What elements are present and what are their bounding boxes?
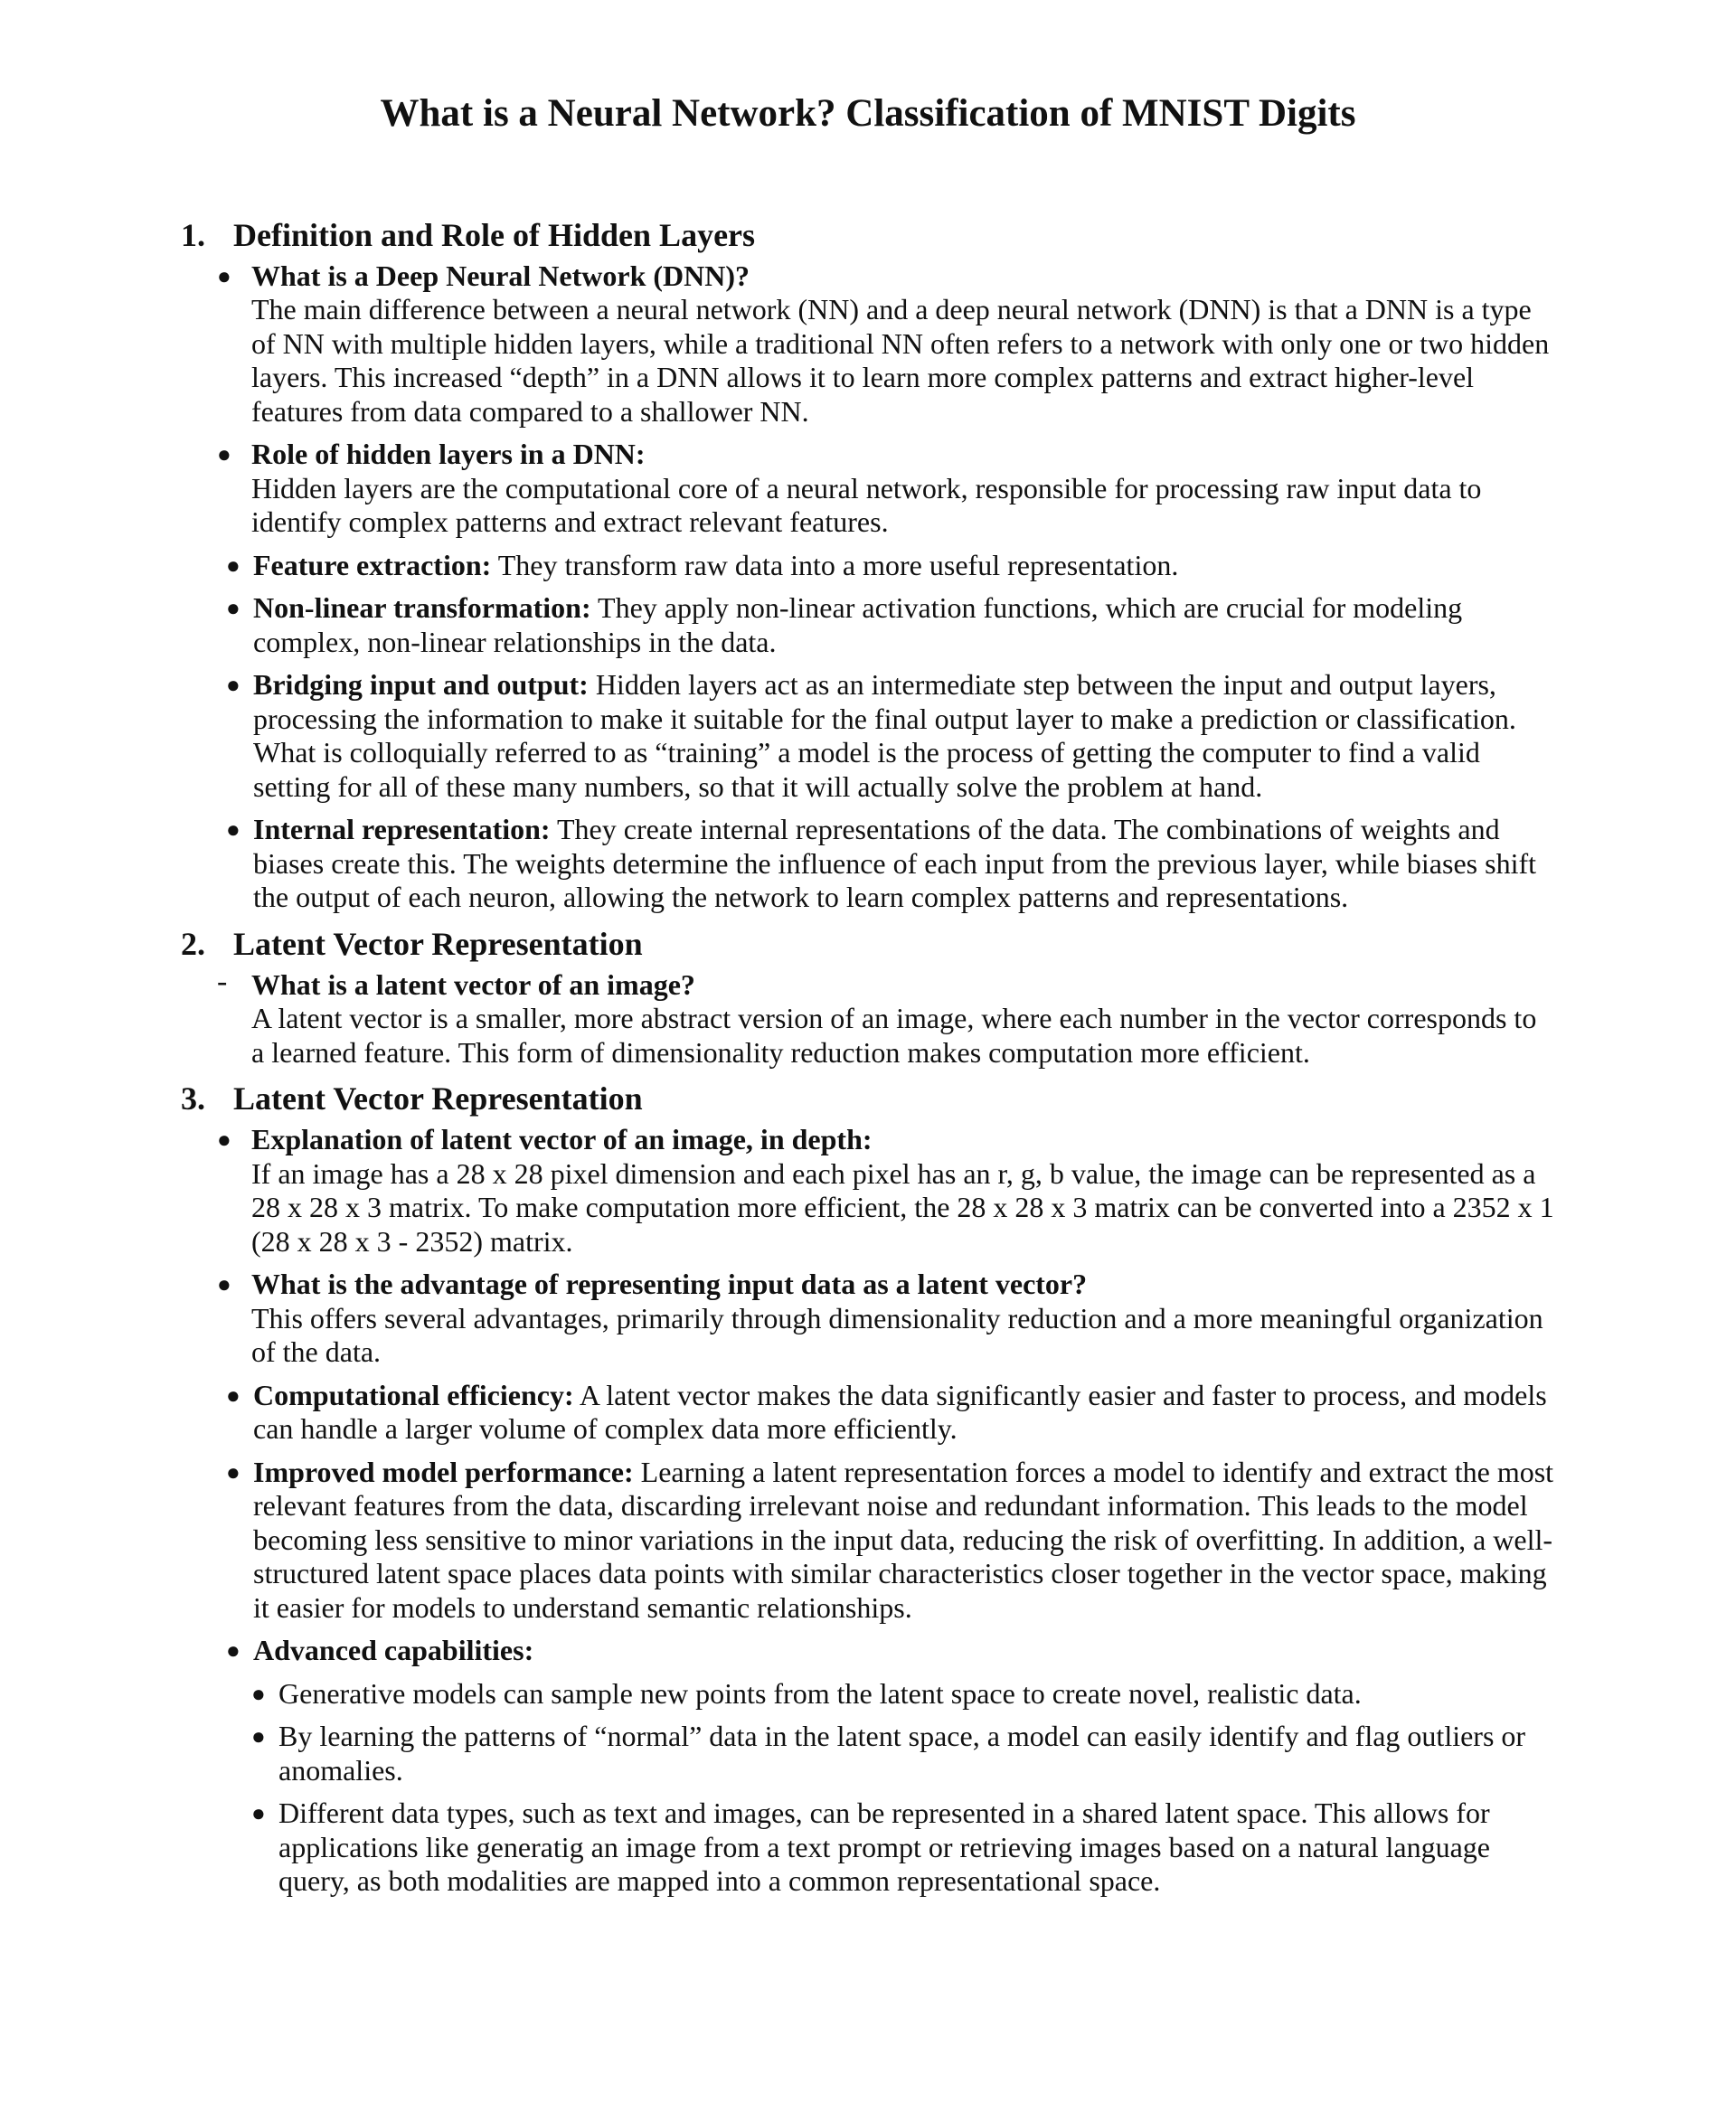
item-text: Learning a latent representation forces a model to identify and extract the most relevant features from the data, discarding irrelevant noise and redundant information. This leads to the model becoming less sensitive to minor variations in the input data, reducing the risk of overfitting. In addition, a well-structured latent space places data points with similar characteristics closer together in the vector space, making it easier for models to understand semantic relationships. [253,1455,1554,1624]
list-item [181,259,1555,429]
bullet-icon: ● [217,1127,231,1154]
section-title: Definition and Role of Hidden Layers [233,216,756,253]
item-term: Non-linear transformation: [253,591,591,625]
item-heading: Role of hidden layers in a DNN: [251,438,646,471]
item-text: Hidden layers are the computational core of a neural network, responsible for processing raw input data to identify complex patterns and extract relevant features. [251,471,1482,539]
item-text: Generative models can sample new points from the latent space to create novel, realistic data. [278,1676,1362,1710]
item-text: By learning the patterns of “normal” data in the latent space, a model can easily identify and flag outliers or anomalies. [278,1720,1526,1787]
sub-sub-list-item [181,1720,1555,1787]
bullet-icon: ● [226,1458,241,1485]
item-term: Advanced capabilities: [253,1634,534,1667]
sub-list-item [181,1456,1555,1626]
list-item [181,964,1555,1070]
item-text: They transform raw data into a more useful representation. [491,548,1179,581]
bullet-icon: ● [226,1382,241,1409]
sub-sub-list-item [181,1677,1555,1712]
item-heading: What is the advantage of representing input data as a latent vector? [251,1268,1088,1301]
list-item [181,1123,1555,1259]
section-heading [181,924,1555,965]
bullet-icon: ● [251,1680,266,1707]
item-heading: Explanation of latent vector of an image, in depth: [251,1123,873,1156]
section-title: Latent Vector Representation [233,1080,643,1118]
item-term: Feature extraction: [253,548,492,581]
section-title: Latent Vector Representation [233,925,643,962]
sub-list-item [181,591,1555,659]
document-title: What is a Neural Network? Classification of MNIST Digits [380,92,1356,135]
item-term: Bridging input and output: [253,668,589,702]
sub-list-item [181,813,1555,915]
sub-list-item [181,1634,1555,1668]
sub-list-item [181,668,1555,804]
list-item [181,438,1555,540]
section-3 [181,1079,1555,1899]
bullet-icon: ● [217,262,231,289]
item-text: They create internal representations of the data. The combinations of weights and biases create this. The weights determine the influence of each input from the previous layer, while biases shift the output of each neuron, allowing the network to learn complex patterns and representations. [253,813,1536,914]
sub-sub-list-item [181,1797,1555,1899]
item-text: A latent vector makes the data significantly easier and faster to process, and models can handle a larger volume of complex data more efficiently. [253,1378,1547,1446]
item-term: Improved model performance: [253,1455,634,1488]
section-heading [181,1079,1555,1119]
section-1 [181,215,1555,915]
bullet-icon: ● [226,1637,241,1664]
bullet-icon: ● [217,1271,231,1298]
section-heading [181,215,1555,256]
bullet-icon: ● [226,672,241,699]
item-text: A latent vector is a smaller, more abstract version of an image, where each number in the vector corresponds to a learned feature. This form of dimensionality reduction makes computation more efficient. [251,1002,1537,1069]
item-term: Computational efficiency: [253,1378,574,1411]
item-text: If an image has a 28 x 28 pixel dimension and each pixel has an r, g, b value, the image can be represented as a 28 x 28 x 3 matrix. To make computation more efficient, the 28 x 28 x 3 matrix can be converted into a 2352 x 1 (28 x 28 x 3 - 2352) matrix. [251,1156,1554,1258]
item-text: Different data types, such as text and images, can be represented in a shared latent space. This allows for applications like generatig an image from a text prompt or retrieving images based on a natural language query, as both modalities are mapped into a common representational space. [278,1797,1490,1898]
item-text: Hidden layers act as an intermediate step between the input and output layers, processing the information to make it suitable for the final output layer to make a prediction or classification. What is colloquially referred to as “training” a model is the process of getting the computer to find a valid setting for all of these many numbers, so that it will actually solve the problem at hand. [253,668,1516,803]
sub-list-item [181,549,1555,583]
bullet-icon: ● [251,1723,266,1750]
item-text: This offers several advantages, primarily through dimensionality reduction and a more meaningful organization of the data. [251,1301,1543,1369]
item-text: They apply non-linear activation functions, which are crucial for modeling complex, non-linear relationships in the data. [253,591,1463,658]
section-number: 2. [181,925,205,962]
item-heading: What is a latent vector of an image? [251,967,695,1001]
bullet-icon: ● [251,1800,266,1827]
bullet-icon: ● [226,552,241,579]
item-term: Internal representation: [253,813,551,846]
sub-list-item [181,1379,1555,1447]
item-heading: What is a Deep Neural Network (DNN)? [251,259,750,292]
section-number: 1. [181,216,205,253]
bullet-icon: ● [226,816,241,844]
bullet-icon: ● [217,441,231,468]
section-2 [181,924,1555,1070]
section-number: 3. [181,1080,205,1118]
bullet-icon: ● [226,595,241,622]
item-text: The main difference between a neural network (NN) and a deep neural network (DNN) is that a DNN is a type of NN with multiple hidden layers, while a traditional NN often refers to a network with only one or two hidden layers. This increased “depth” in a DNN allows it to learn more complex patterns and extract higher-level features from data compared to a shallower NN. [251,293,1550,428]
list-item [181,1268,1555,1370]
dash-marker: - [217,964,228,998]
